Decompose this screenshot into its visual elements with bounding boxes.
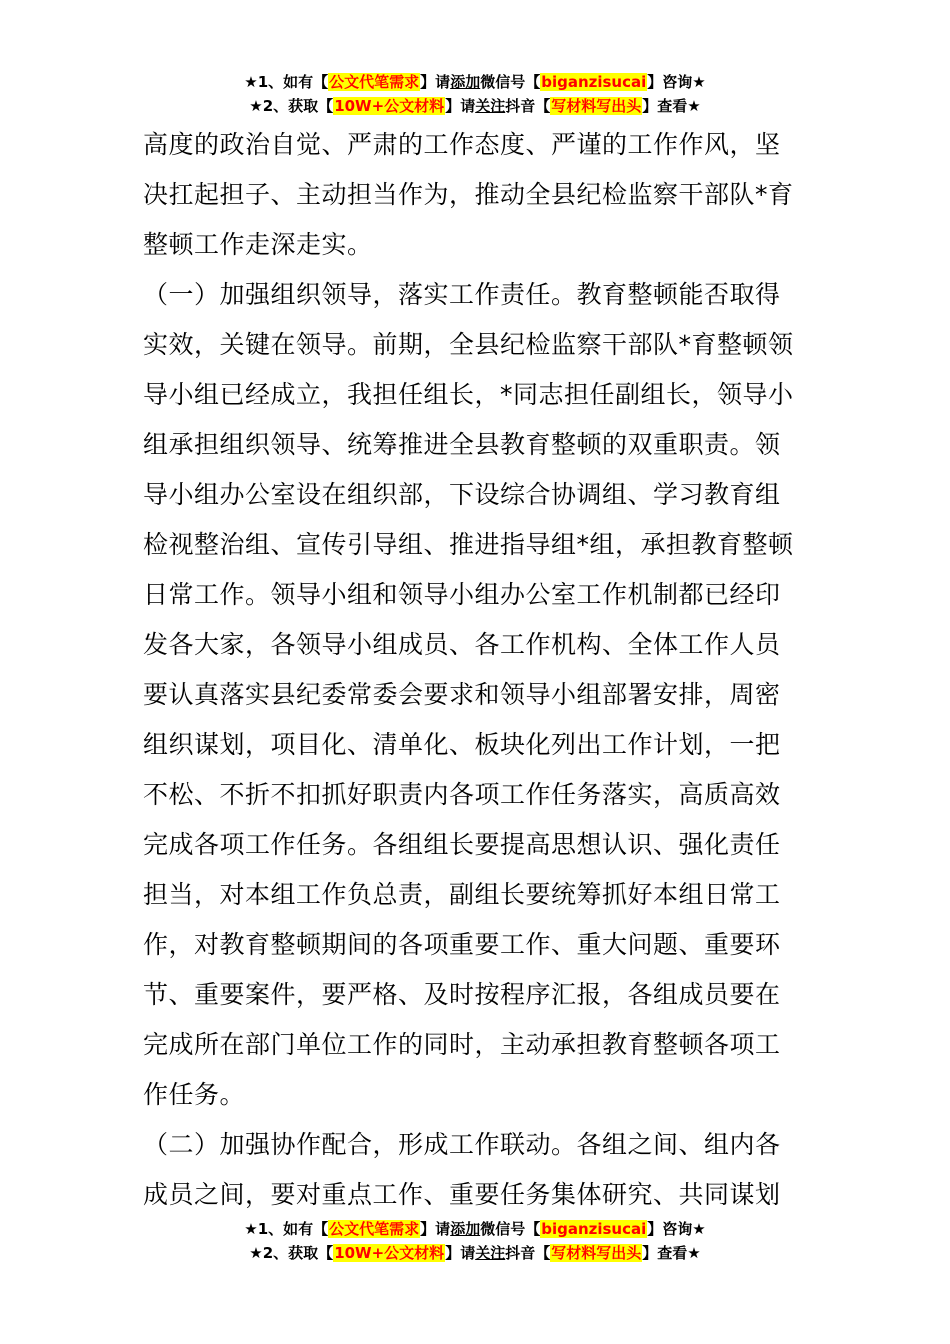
highlight-materials: 10W+公文材料	[334, 1244, 445, 1262]
header-banner	[0, 70, 950, 118]
body-line: 节、重要案件，要严格、及时按程序汇报，各组成员要在	[143, 980, 781, 1009]
body-line: 要认真落实县纪委常委会要求和领导小组部署安排，周密	[143, 680, 781, 709]
banner-line-1: ★1、如有【公文代笔需求】请添加微信号【biganzisucai】咨询★	[244, 1220, 706, 1238]
body-line: 成员之间，要对重点工作、重要任务集体研究、共同谋划	[143, 1180, 781, 1209]
body-line: 完成各项工作任务。各组组长要提高思想认识、强化责任	[143, 830, 781, 859]
body-line: 作任务。	[143, 1080, 246, 1109]
body-line: 作，对教育整顿期间的各项重要工作、重大问题、重要环	[143, 930, 781, 959]
banner-line-2: ★2、获取【10W+公文材料】请关注抖音【写材料写出头】查看★	[249, 97, 701, 115]
body-line: 实效，关键在领导。前期，全县纪检监察干部队*育整顿领	[143, 330, 794, 359]
body-line: 决扛起担子、主动担当作为，推动全县纪检监察干部队*育	[143, 180, 794, 209]
body-line: 担当，对本组工作负总责，副组长要统筹抓好本组日常工	[143, 880, 781, 909]
highlight-wechat-id: biganzisucai	[541, 1220, 647, 1238]
highlight-materials: 10W+公文材料	[334, 97, 445, 115]
footer-banner	[0, 1217, 950, 1265]
body-line: 日常工作。领导小组和领导小组办公室工作机制都已经印	[143, 580, 781, 609]
highlight-service: 公文代笔需求	[329, 1220, 420, 1238]
banner-line-2: ★2、获取【10W+公文材料】请关注抖音【写材料写出头】查看★	[249, 1244, 701, 1262]
document-body	[143, 120, 807, 1220]
highlight-douyin-account: 写材料写出头	[551, 97, 642, 115]
banner-line-1: ★1、如有【公文代笔需求】请添加微信号【biganzisucai】咨询★	[244, 73, 706, 91]
body-line: （二）加强协作配合，形成工作联动。各组之间、组内各	[143, 1130, 781, 1159]
body-line: 导小组已经成立，我担任组长，*同志担任副组长，领导小	[143, 380, 794, 409]
body-line: 组承担组织领导、统筹推进全县教育整顿的双重职责。领	[143, 430, 781, 459]
highlight-douyin-account: 写材料写出头	[551, 1244, 642, 1262]
highlight-wechat-id: biganzisucai	[541, 73, 647, 91]
body-line: 组织谋划，项目化、清单化、板块化列出工作计划，一把	[143, 730, 781, 759]
body-line: 高度的政治自觉、严肃的工作态度、严谨的工作作风，坚	[143, 130, 781, 159]
body-line: 完成所在部门单位工作的同时，主动承担教育整顿各项工	[143, 1030, 781, 1059]
body-line: （一）加强组织领导，落实工作责任。教育整顿能否取得	[143, 280, 781, 309]
body-line: 检视整治组、宣传引导组、推进指导组*组，承担教育整顿	[143, 530, 794, 559]
highlight-service: 公文代笔需求	[329, 73, 420, 91]
body-line: 导小组办公室设在组织部，下设综合协调组、学习教育组	[143, 480, 781, 509]
body-line: 不松、不折不扣抓好职责内各项工作任务落实，高质高效	[143, 780, 781, 809]
body-line: 整顿工作走深走实。	[143, 230, 373, 259]
body-line: 发各大家，各领导小组成员、各工作机构、全体工作人员	[143, 630, 781, 659]
